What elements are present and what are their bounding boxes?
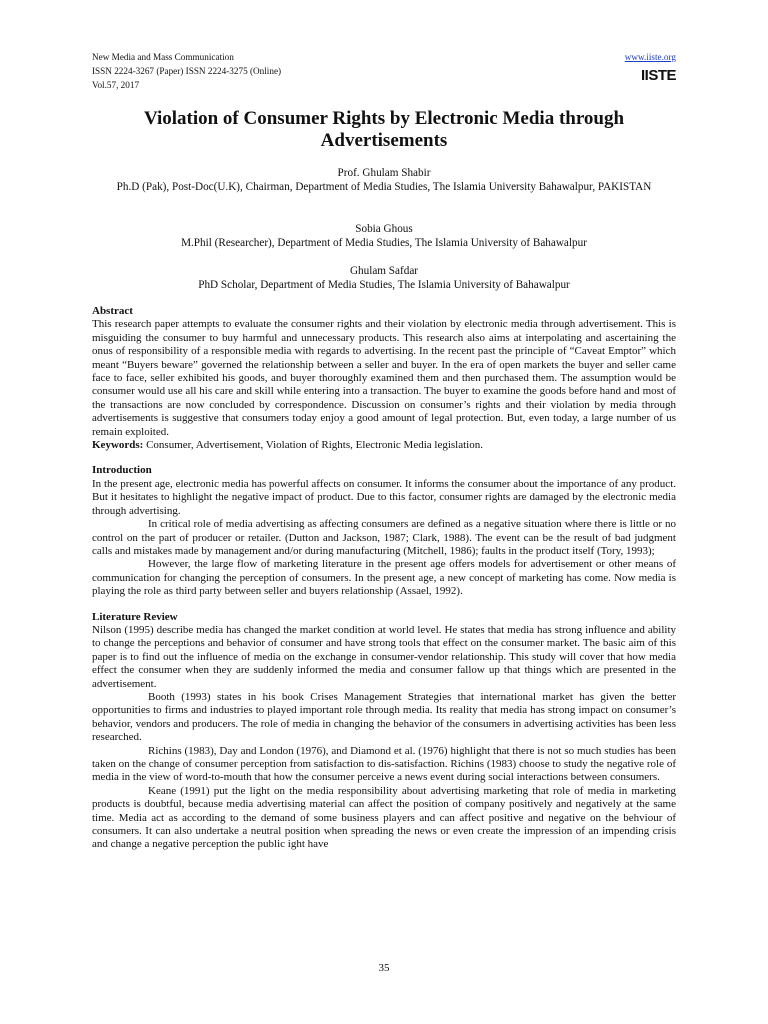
iiste-logo: IISTE [640, 66, 676, 84]
author-name: Sobia Ghous [355, 223, 413, 235]
paper-title: Violation of Consumer Rights by Electronic Media through Advertisements [143, 108, 625, 151]
keywords-line [92, 439, 676, 452]
author-name: Prof. Ghulam Shabir [337, 167, 431, 179]
abstract-text: This research paper attempts to evaluate the consumer rights and their violation by electronic media through advertisement. This is misguiding the consumer to buy harmful and unnecessary products. This research also aims at interpolating and ascertaining the onus of responsibility of a responsible media with regards to advertising. In the recent past the principle of “Caveat Emptor” which meant “Buyers beware” governed the relationship between a seller and buyer. In the era of open markets the buyer and seller came face to face, seller exhibited his goods, and buyer thoroughly examined them and then purchased them. The assumption would be consumer would use all his care and skill while entering into a transaction. The buyer to examine the goods before hand and most of the transactions are now concluded by correspondence. Discussion on consumer’s rights and their violation by media through advertisements is suggestive that consumers today enjoy a good amount of legal protection. But, even today, a large number of us remain exploited. [92, 318, 676, 438]
introduction-paragraph: However, the large flow of marketing literature in the present age offers models for advertisement or other means of communication for changing the perception of consumers. In the present age, a new concept of marketing has come. Now media is playing the role as third party between seller and buyers relationship (Assael, 1992). [92, 558, 676, 598]
paper-body [92, 305, 676, 852]
page-number: 35 [378, 962, 390, 974]
journal-url-link[interactable]: www.iiste.org [624, 52, 676, 62]
keywords-label: Keywords: [92, 439, 144, 452]
author-affiliation: Ph.D (Pak), Post-Doc(U.K), Chairman, Department of Media Studies, The Islamia University Bahawalpur, PAKISTAN [116, 181, 652, 193]
author-block-1 [92, 166, 676, 194]
journal-header [92, 51, 281, 92]
introduction-paragraph: In critical role of media advertising as affecting consumers are defined as a negative situation where there is little or no control on the part of producer or retailer. (Dutton and Jackson, 1987; Clark, 1988). The event can be the result of bad judgment calls and mistakes made by management and/or during manufacturing (Mitchell, 1986); faults in the product itself (Tory, 1993); [92, 518, 676, 557]
author-block-2 [92, 222, 676, 250]
literature-paragraph: Keane (1991) put the light on the media responsibility about advertising marketing that role of media in marketing products is doubtful, because media advertising material can affect the position of company positively and negatively at the same time. Media act as according to the demand of some business players and can affect positive and negative on the behviour of consumers. It can also undertake a neutral position when spreading the news or even create the impression of an impending crisis and change a negative perception the public ight have [92, 784, 676, 851]
author-name: Ghulam Safdar [349, 265, 419, 277]
abstract-heading: Abstract [92, 305, 133, 317]
journal-header-right [625, 51, 676, 85]
author-affiliation: M.Phil (Researcher), Department of Media Studies, The Islamia University of Bahawalpur [181, 237, 587, 249]
literature-paragraph: Richins (1983), Day and London (1976), and Diamond et al. (1976) highlight that there is not so much studies has been taken on the change of consumer perception from satisfaction to dis-satisfaction. Richins (1983) choose to study the negative role of media in the view of word-to-mouth that how the consumer perceive a news event during social interactions between consumers. [92, 744, 676, 784]
literature-paragraph: Nilson (1995) describe media has changed the market condition at world level. He states that media has strong influence and ability to change the perceptions and behavior of consumer and have strong tools that effect on the consumer market. The basic aim of this paper is to find out the influence of media on the exchange in consumer-vendor relationship. This study will cover that how media effect the consumer when they are suddenly informed the media and consumer fallow up that things which are presented in the advertisement. [92, 623, 676, 690]
introduction-paragraph: In the present age, electronic media has powerful affects on consumer. It informs the consumer about the importance of any product. But it hesitates to highlight the negative impact of product. Due to this factor, consumer rights are damaged by the electronic media through advertising. [92, 477, 676, 517]
author-block-3 [92, 264, 676, 292]
literature-paragraph: Booth (1993) states in his book Crises Management Strategies that international market has given the better opportunities to firms and industries to played important role through media. Its reality that media has strong impact on consumer’s behavior, vendors and producers. The role of media in changing the behavior of the consumers in advertising activities has been less researched. [92, 690, 676, 744]
author-affiliation: PhD Scholar, Department of Media Studies, The Islamia University of Bahawalpur [198, 279, 570, 291]
introduction-heading: Introduction [92, 464, 152, 477]
literature-review-heading: Literature Review [92, 610, 178, 623]
journal-issn: ISSN 2224-3267 (Paper) ISSN 2224-3275 (Online) [92, 65, 282, 76]
keywords-text: Consumer, Advertisement, Violation of Rights, Electronic Media legislation. [143, 439, 483, 452]
journal-name: New Media and Mass Communication [92, 52, 234, 62]
journal-volume: Vol.57, 2017 [92, 79, 140, 90]
